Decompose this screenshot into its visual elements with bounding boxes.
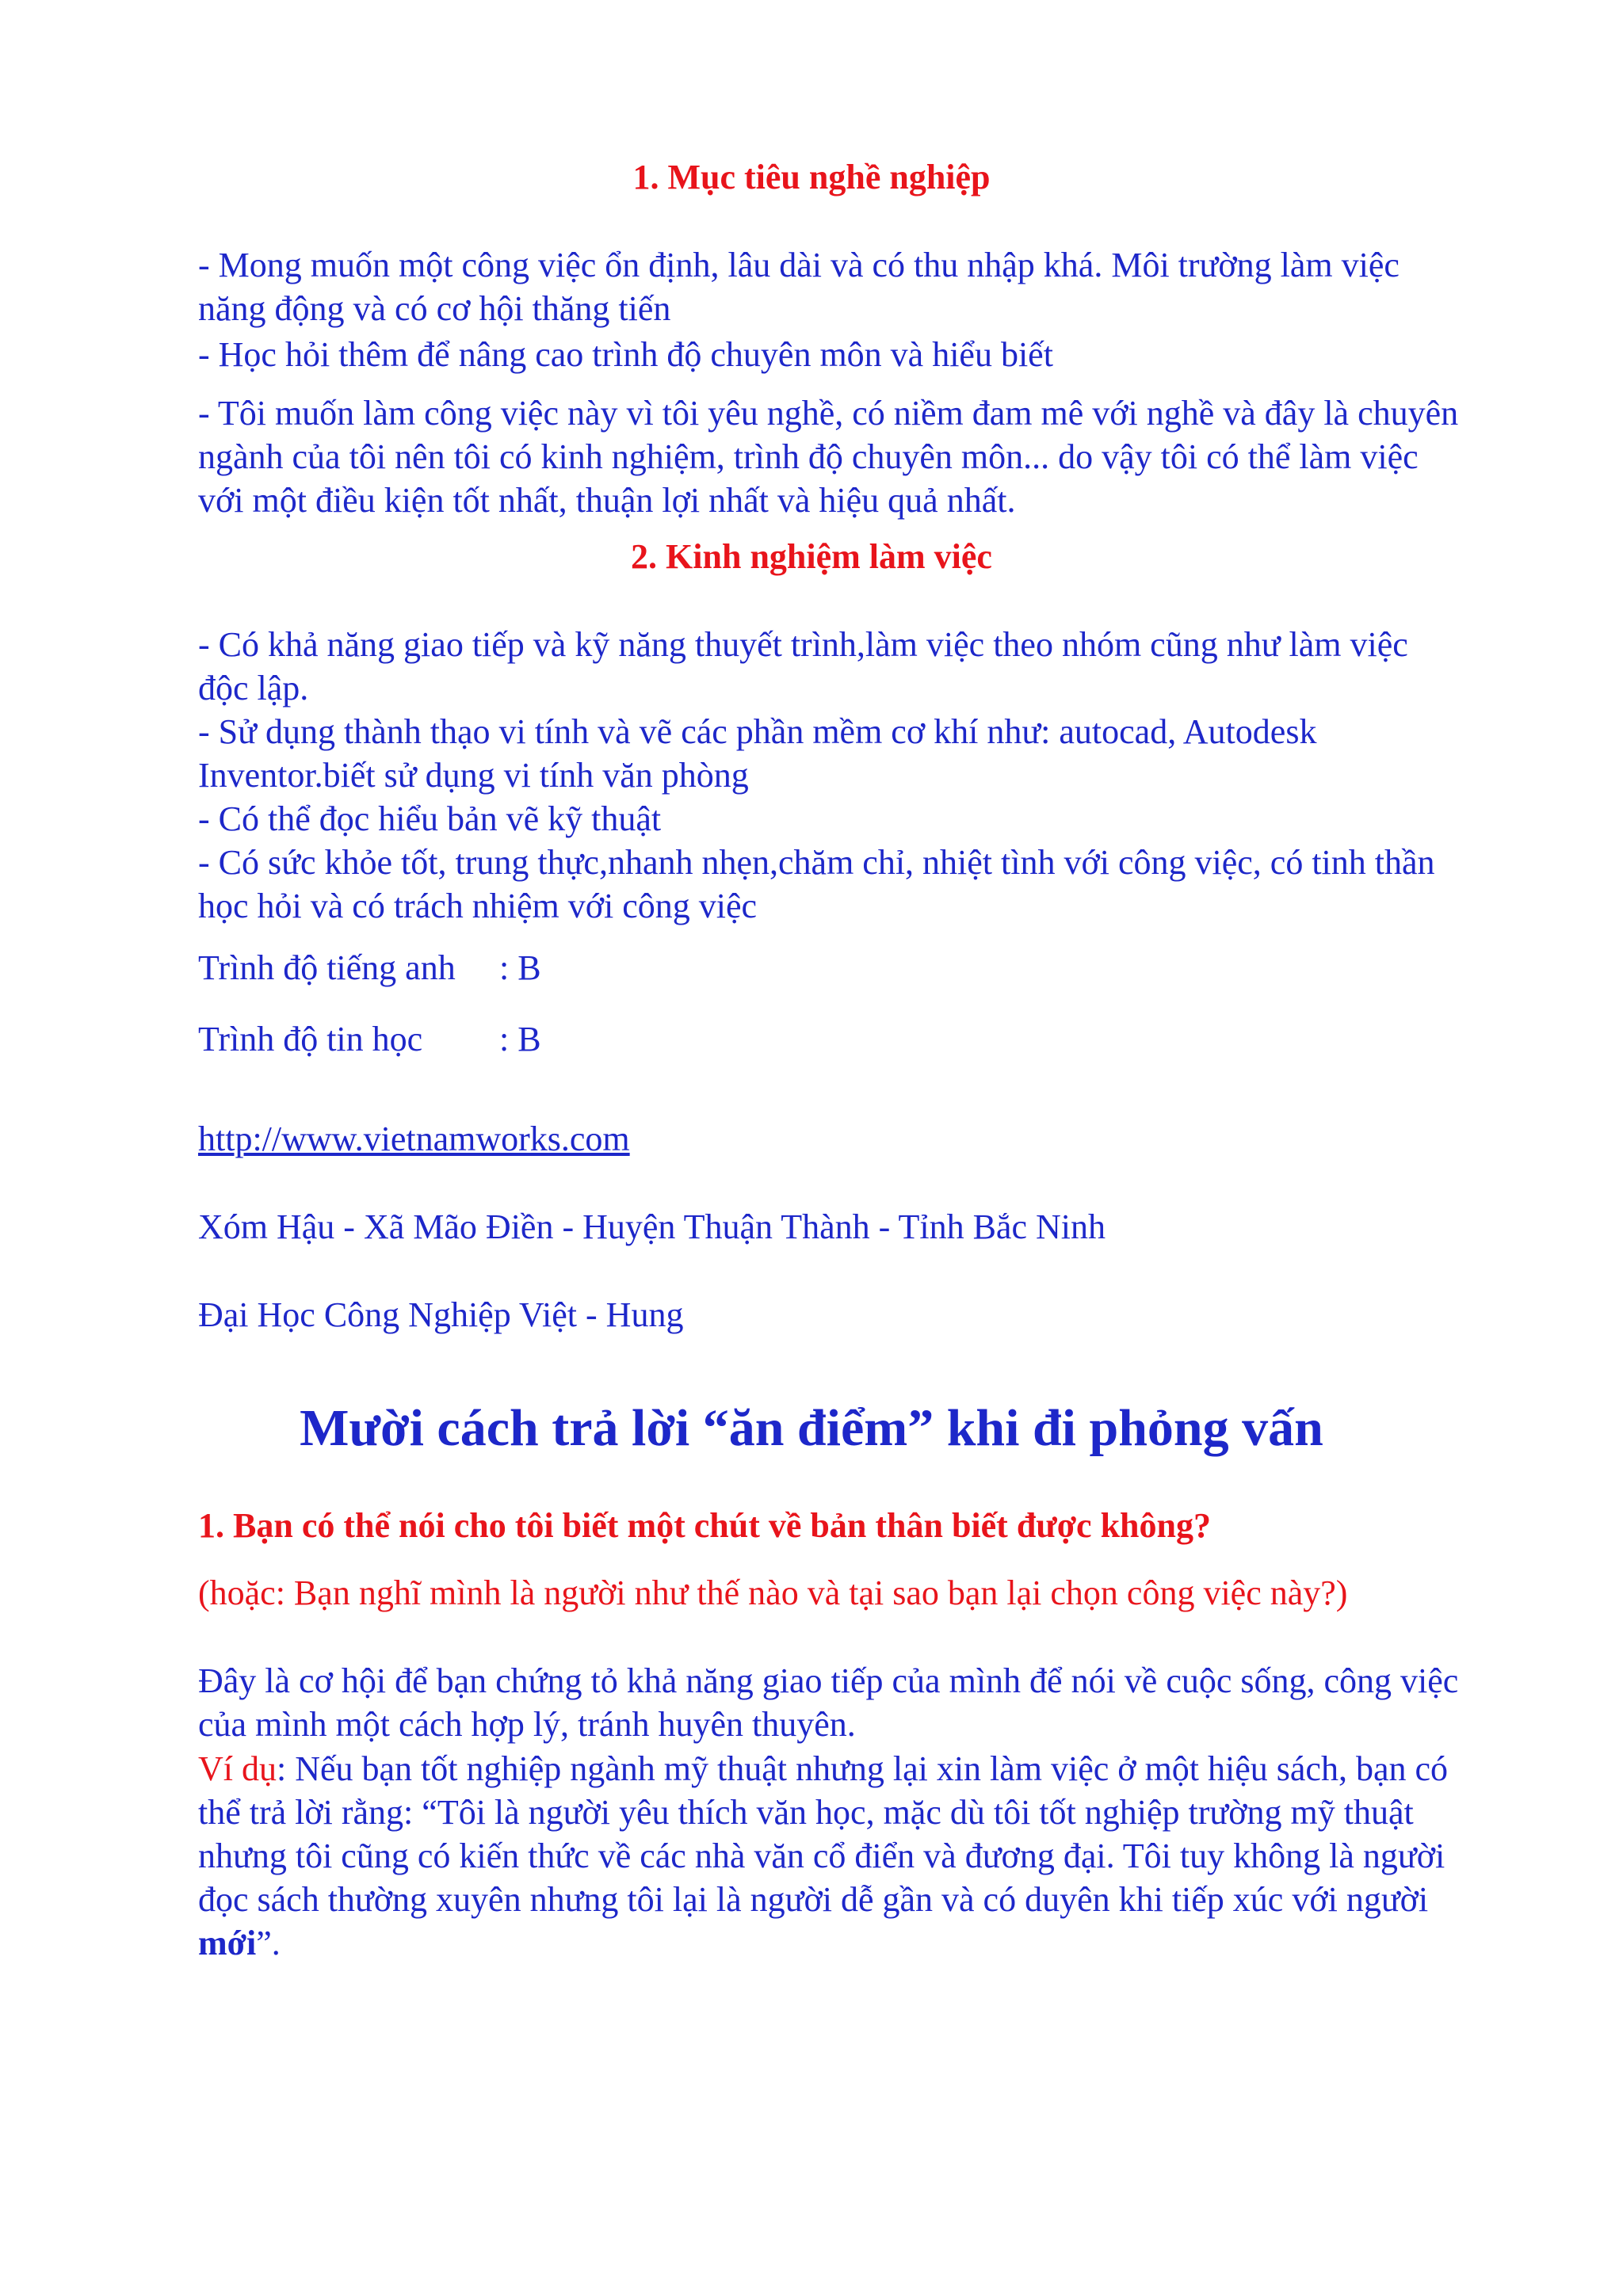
experience-item: - Có thể đọc hiểu bản vẽ kỹ thuật	[198, 799, 662, 838]
career-goal-item: - Tôi muốn làm công việc này vì tôi yêu nghề, có niềm đam mê với nghề và đây là chuyên ngành của tôi nên tôi có kinh nghiệm, trình độ chuyên môn... do vậy tôi có thể làm việc với một điều kiện tốt nhất, thuận lợi nhất và hiệu quả nhất.	[198, 394, 1459, 520]
question-heading: 1. Bạn có thể nói cho tôi biết một chút về bản thân biết được không?	[198, 1506, 1211, 1545]
it-level-value: : B	[499, 1020, 541, 1058]
experience-item: - Sử dụng thành thạo vi tính và vẽ các phần mềm cơ khí như: autocad, Autodesk Inventor.biết sử dụng vi tính văn phòng	[198, 712, 1317, 795]
article-title: Mười cách trả lời “ăn điểm” khi đi phỏng vấn	[300, 1399, 1323, 1457]
alternative-question: (hoặc: Bạn nghĩ mình là người như thế nào và tại sao bạn lại chọn công việc này?)	[198, 1573, 1348, 1612]
career-goal-item: - Học hỏi thêm để nâng cao trình độ chuyên môn và hiểu biết	[198, 335, 1053, 374]
it-level-label: Trình độ tin học	[198, 1020, 423, 1058]
website-link-row	[198, 1117, 1466, 1161]
section-heading-work-experience: 2. Kinh nghiệm làm việc	[631, 537, 992, 576]
english-level-row	[198, 946, 1466, 990]
experience-item: - Có khả năng giao tiếp và kỹ năng thuyết trình,làm việc theo nhóm cũng như làm việc độc lập.	[198, 625, 1408, 707]
section-heading-career-goals: 1. Mục tiêu nghề nghiệp	[632, 158, 991, 196]
experience-item: - Có sức khỏe tốt, trung thực,nhanh nhẹn,chăm chỉ, nhiệt tình với công việc, có tinh thần học hỏi và có trách nhiệm với công việc	[198, 843, 1435, 925]
example-bold-word: mới	[198, 1924, 257, 1962]
example-end: ”.	[256, 1924, 281, 1962]
it-level-row	[198, 1017, 1466, 1061]
career-goal-item: - Mong muốn một công việc ổn định, lâu dài và có thu nhập khá. Môi trường làm việc năng động và có cơ hội thăng tiến	[198, 246, 1400, 328]
answer-explanation: Đây là cơ hội để bạn chứng tỏ khả năng giao tiếp của mình để nói về cuộc sống, công việc của mình một cách hợp lý, tránh huyên thuyên.	[198, 1661, 1459, 1744]
school-text: Đại Học Công Nghiệp Việt - Hung	[198, 1295, 684, 1334]
english-level-label: Trình độ tiếng anh	[198, 948, 456, 987]
english-level-value: : B	[499, 948, 541, 987]
answer-example	[198, 1747, 1466, 1965]
example-label: Ví dụ	[198, 1749, 277, 1788]
example-text: : Nếu bạn tốt nghiệp ngành mỹ thuật nhưng lại xin làm việc ở một hiệu sách, bạn có thể trả lời rằng: “Tôi là người yêu thích văn học, mặc dù tôi tốt nghiệp trường mỹ thuật nhưng tôi cũng có kiến thức về các nhà văn cổ điển và đương đại. Tôi tuy không là người đọc sách thường xuyên nhưng tôi lại là người dễ gần và có duyên khi tiếp xúc với người	[198, 1749, 1449, 1919]
address-text: Xóm Hậu - Xã Mão Điền - Huyện Thuận Thành - Tỉnh Bắc Ninh	[198, 1207, 1106, 1246]
vietnamworks-link[interactable]: http://www.vietnamworks.com	[198, 1119, 630, 1158]
